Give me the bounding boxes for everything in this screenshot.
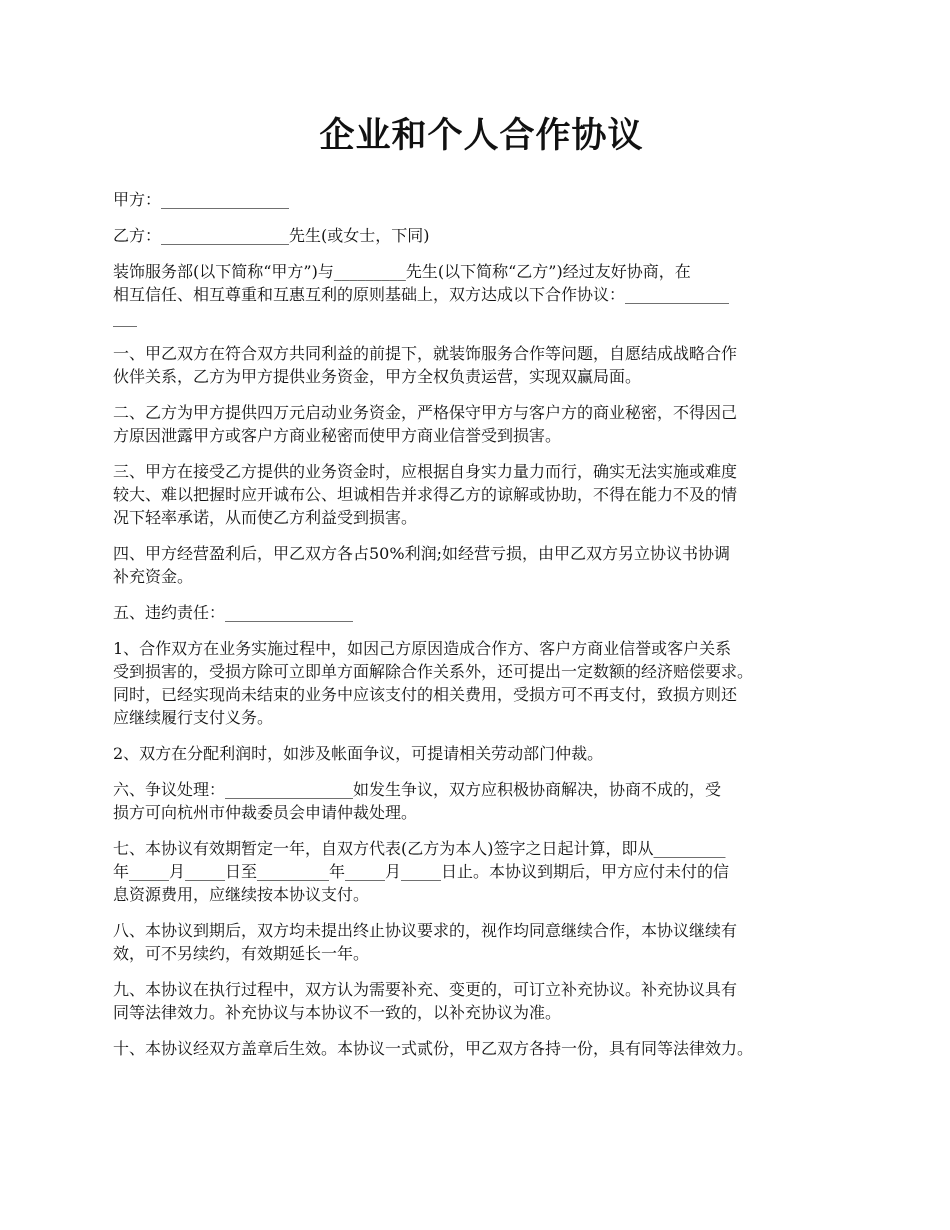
clause-5-item-1: 1、合作双方在业务实施过程中，如因己方原因造成合作方、客户方商业信誉或客户关系 受到损害的，受损方除可立即单方面解除合作关系外，还可提出一定数额的经济赔偿要求。 同时，已经实现尚未结束的业务中应该支付的相关费用，受损方可不再支付，致损方则还 应继续履行支付义务。 bbox=[113, 639, 754, 727]
preamble-paragraph: 装饰服务部(以下简称“甲方”)与_________先生(以下简称“乙方”)经过友好协商，在 相互信任、相互尊重和互惠互利的原则基础上，双方达成以下合作协议：_____________ ___ bbox=[113, 262, 730, 327]
clause-2: 二、乙方为甲方提供四万元启动业务资金，严格保守甲方与客户方的商业秘密，不得因己 方原因泄露甲方或客户方商业秘密而使甲方商业信誉受到损害。 bbox=[113, 403, 738, 445]
party-b-line: 乙方：________________先生(或女士，下同) bbox=[113, 226, 430, 245]
clause-5-heading: 五、违约责任：________________ bbox=[113, 603, 354, 622]
clause-5-item-2: 2、双方在分配利润时，如涉及帐面争议，可提请相关劳动部门仲裁。 bbox=[113, 744, 604, 763]
party-a-line: 甲方：________________ bbox=[113, 190, 290, 209]
clause-9: 九、本协议在执行过程中，双方认为需要补充、变更的，可订立补充协议。补充协议具有 同等法律效力。补充协议与本协议不一致的，以补充协议为准。 bbox=[113, 980, 738, 1022]
clause-6: 六、争议处理：________________如发生争议，双方应积极协商解决，协商不成的，受 损方可向杭州市仲裁委员会申请仲裁处理。 bbox=[113, 780, 722, 822]
clause-8: 八、本协议到期后，双方均未提出终止协议要求的，视作均同意继续合作，本协议继续有 效，可不另续约，有效期延长一年。 bbox=[113, 921, 738, 963]
clause-3: 三、甲方在接受乙方提供的业务资金时，应根据自身实力量力而行，确实无法实施或难度 较大、难以把握时应开诚布公、坦诚相告并求得乙方的谅解或协助，不得在能力不及的情 况下轻率承诺，从而使乙方利益受到损害。 bbox=[113, 462, 738, 527]
clause-1: 一、甲乙双方在符合双方共同利益的前提下，就装饰服务合作等问题，自愿结成战略合作 伙伴关系，乙方为甲方提供业务资金，甲方全权负责运营，实现双赢局面。 bbox=[113, 344, 738, 386]
document-title: 企业和个人合作协议 bbox=[319, 115, 644, 156]
clause-7: 七、本协议有效期暂定一年，自双方代表(乙方为本人)签字之日起计算，即从_________ 年_____月_____日至_________年_____月_____日止。本协议到期后，甲方应付未付的信 息资源费用，应继续按本协议支付。 bbox=[113, 839, 730, 904]
clause-4: 四、甲方经营盈利后，甲乙双方各占50%利润;如经营亏损，由甲乙双方另立协议书协调 补充资金。 bbox=[113, 544, 730, 586]
clause-10: 十、本协议经双方盖章后生效。本协议一式贰份，甲乙双方各持一份，具有同等法律效力。 bbox=[113, 1039, 754, 1058]
